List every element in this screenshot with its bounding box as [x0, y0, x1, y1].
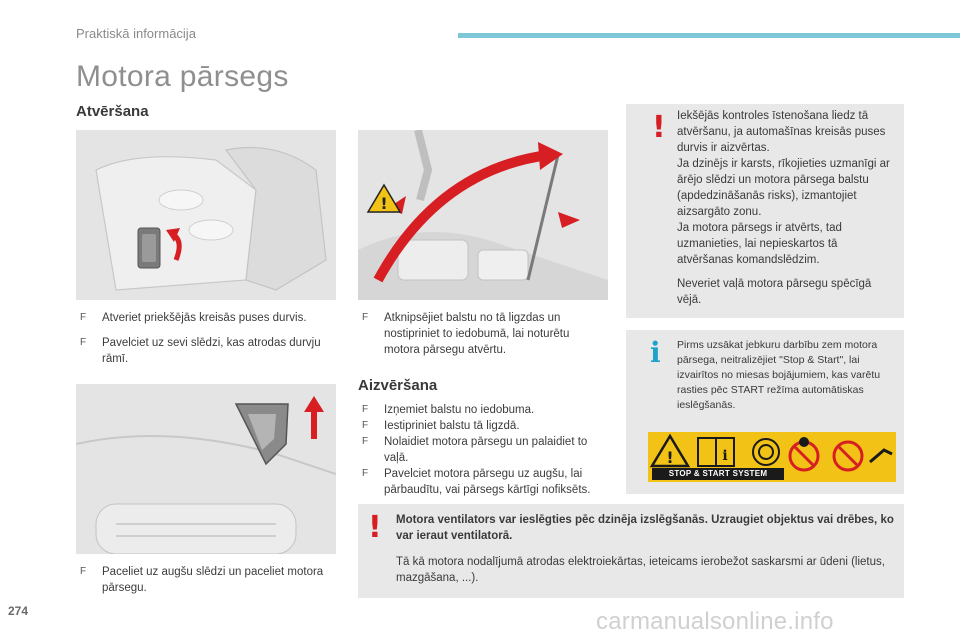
warning-hood-para-3: Ja motora pārsegs ir atvērts, tad uzmanieties, lai nepieskartos tā atvēršanas komandslēdzim.: [677, 222, 842, 266]
bullet-marker-icon: F: [362, 404, 369, 415]
section-label: Praktiskā informācija: [76, 26, 196, 41]
hood-stay-illustration: [358, 130, 608, 300]
opening-step-4: F Paceliet uz augšu slēdzi un paceliet motora pārsegu.: [80, 566, 324, 594]
door-switch-drawing: [76, 130, 336, 300]
page-number: 274: [8, 604, 29, 618]
closing-step-3: F Nolaidiet motora pārsegu un palaidiet to vaļā.: [362, 436, 588, 464]
warning-icon: !: [652, 110, 666, 145]
bullet-marker-icon: F: [80, 337, 87, 348]
bullet-marker-icon: F: [80, 312, 87, 323]
svg-text:!: !: [380, 194, 388, 213]
opening-heading: Atvēršana: [76, 103, 149, 120]
door-switch-illustration: [76, 130, 336, 300]
opening-step-3: F Atknipsējiet balstu no tā ligzdas un nostipriniet to iedobumā, lai noturētu motora pārsegu atvērtu.: [362, 312, 570, 356]
opening-step-1: F Atveriet priekšējās kreisās puses durvis.: [80, 312, 307, 324]
header-accent-bar: [458, 33, 960, 38]
warning-fan-bold: Motora ventilators var ieslēgties pēc dzinēja izslēgšanās. Uzraugiet objektus vai drēbes, ko var ieraut ventilatorā.: [396, 514, 894, 542]
hood-stay-drawing: [358, 130, 608, 300]
bullet-marker-icon: F: [362, 436, 369, 447]
bullet-marker-icon: F: [362, 420, 369, 431]
bullet-marker-icon: F: [362, 468, 369, 479]
stop-start-sticker: [648, 432, 896, 482]
svg-text:i: i: [722, 448, 728, 464]
opening-step-2: F Pavelciet uz sevi slēdzi, kas atrodas durvju rāmī.: [80, 337, 321, 365]
svg-text:!: !: [666, 448, 674, 467]
warning-hood-para-2: Ja dzinējs ir karsts, rīkojieties uzmanīgi ar ārējo slēdzi un motora pārsega balstu (apdedzināšanās risks), izmantojiet aizsargāto zonu.: [677, 158, 890, 218]
closing-step-2: F Iestipriniet balstu tā ligzdā.: [362, 420, 520, 432]
closing-heading: Aizvēršana: [358, 377, 438, 394]
closing-step-1: F Izņemiet balstu no iedobuma.: [362, 404, 535, 416]
hood-latch-drawing: [76, 384, 336, 554]
bullet-marker-icon: F: [362, 312, 369, 323]
warning-hood-para-1: Iekšējās kontroles īstenošana liedz tā atvēršanu, ja automašīnas kreisās puses durvis ir aizvērtas.: [677, 110, 886, 154]
closing-step-4: F Pavelciet motora pārsegu uz augšu, lai pārbaudītu, vai pārsegs kārtīgi nofiksēts.: [362, 468, 591, 496]
info-icon: i: [650, 336, 661, 369]
stop-start-sticker-label: STOP & START SYSTEM: [652, 468, 784, 480]
hood-latch-illustration: [76, 384, 336, 554]
watermark: carmanualsonline.info: [596, 608, 834, 635]
bullet-marker-icon: F: [80, 566, 87, 577]
info-stop-start-text: Pirms uzsākat jebkuru darbību zem motora pārsega, neitralizējiet "Stop & Start", lai izvairītos no miesas bojājumiem, kas varētu rasties pēc START režīma automātiskas ieslēgšanās.: [677, 339, 881, 411]
warning-hood-para-4: Neveriet vaļā motora pārsegu spēcīgā vējā.: [677, 278, 872, 306]
warning-fan-normal: Tā kā motora nodalījumā atrodas elektroiekārtas, ieteicams ierobežot saskarsmi ar ūdeni (lietus, mazgāšana, ...).: [396, 556, 885, 584]
warning-icon: !: [368, 510, 382, 545]
page-title: Motora pārsegs: [76, 60, 289, 93]
